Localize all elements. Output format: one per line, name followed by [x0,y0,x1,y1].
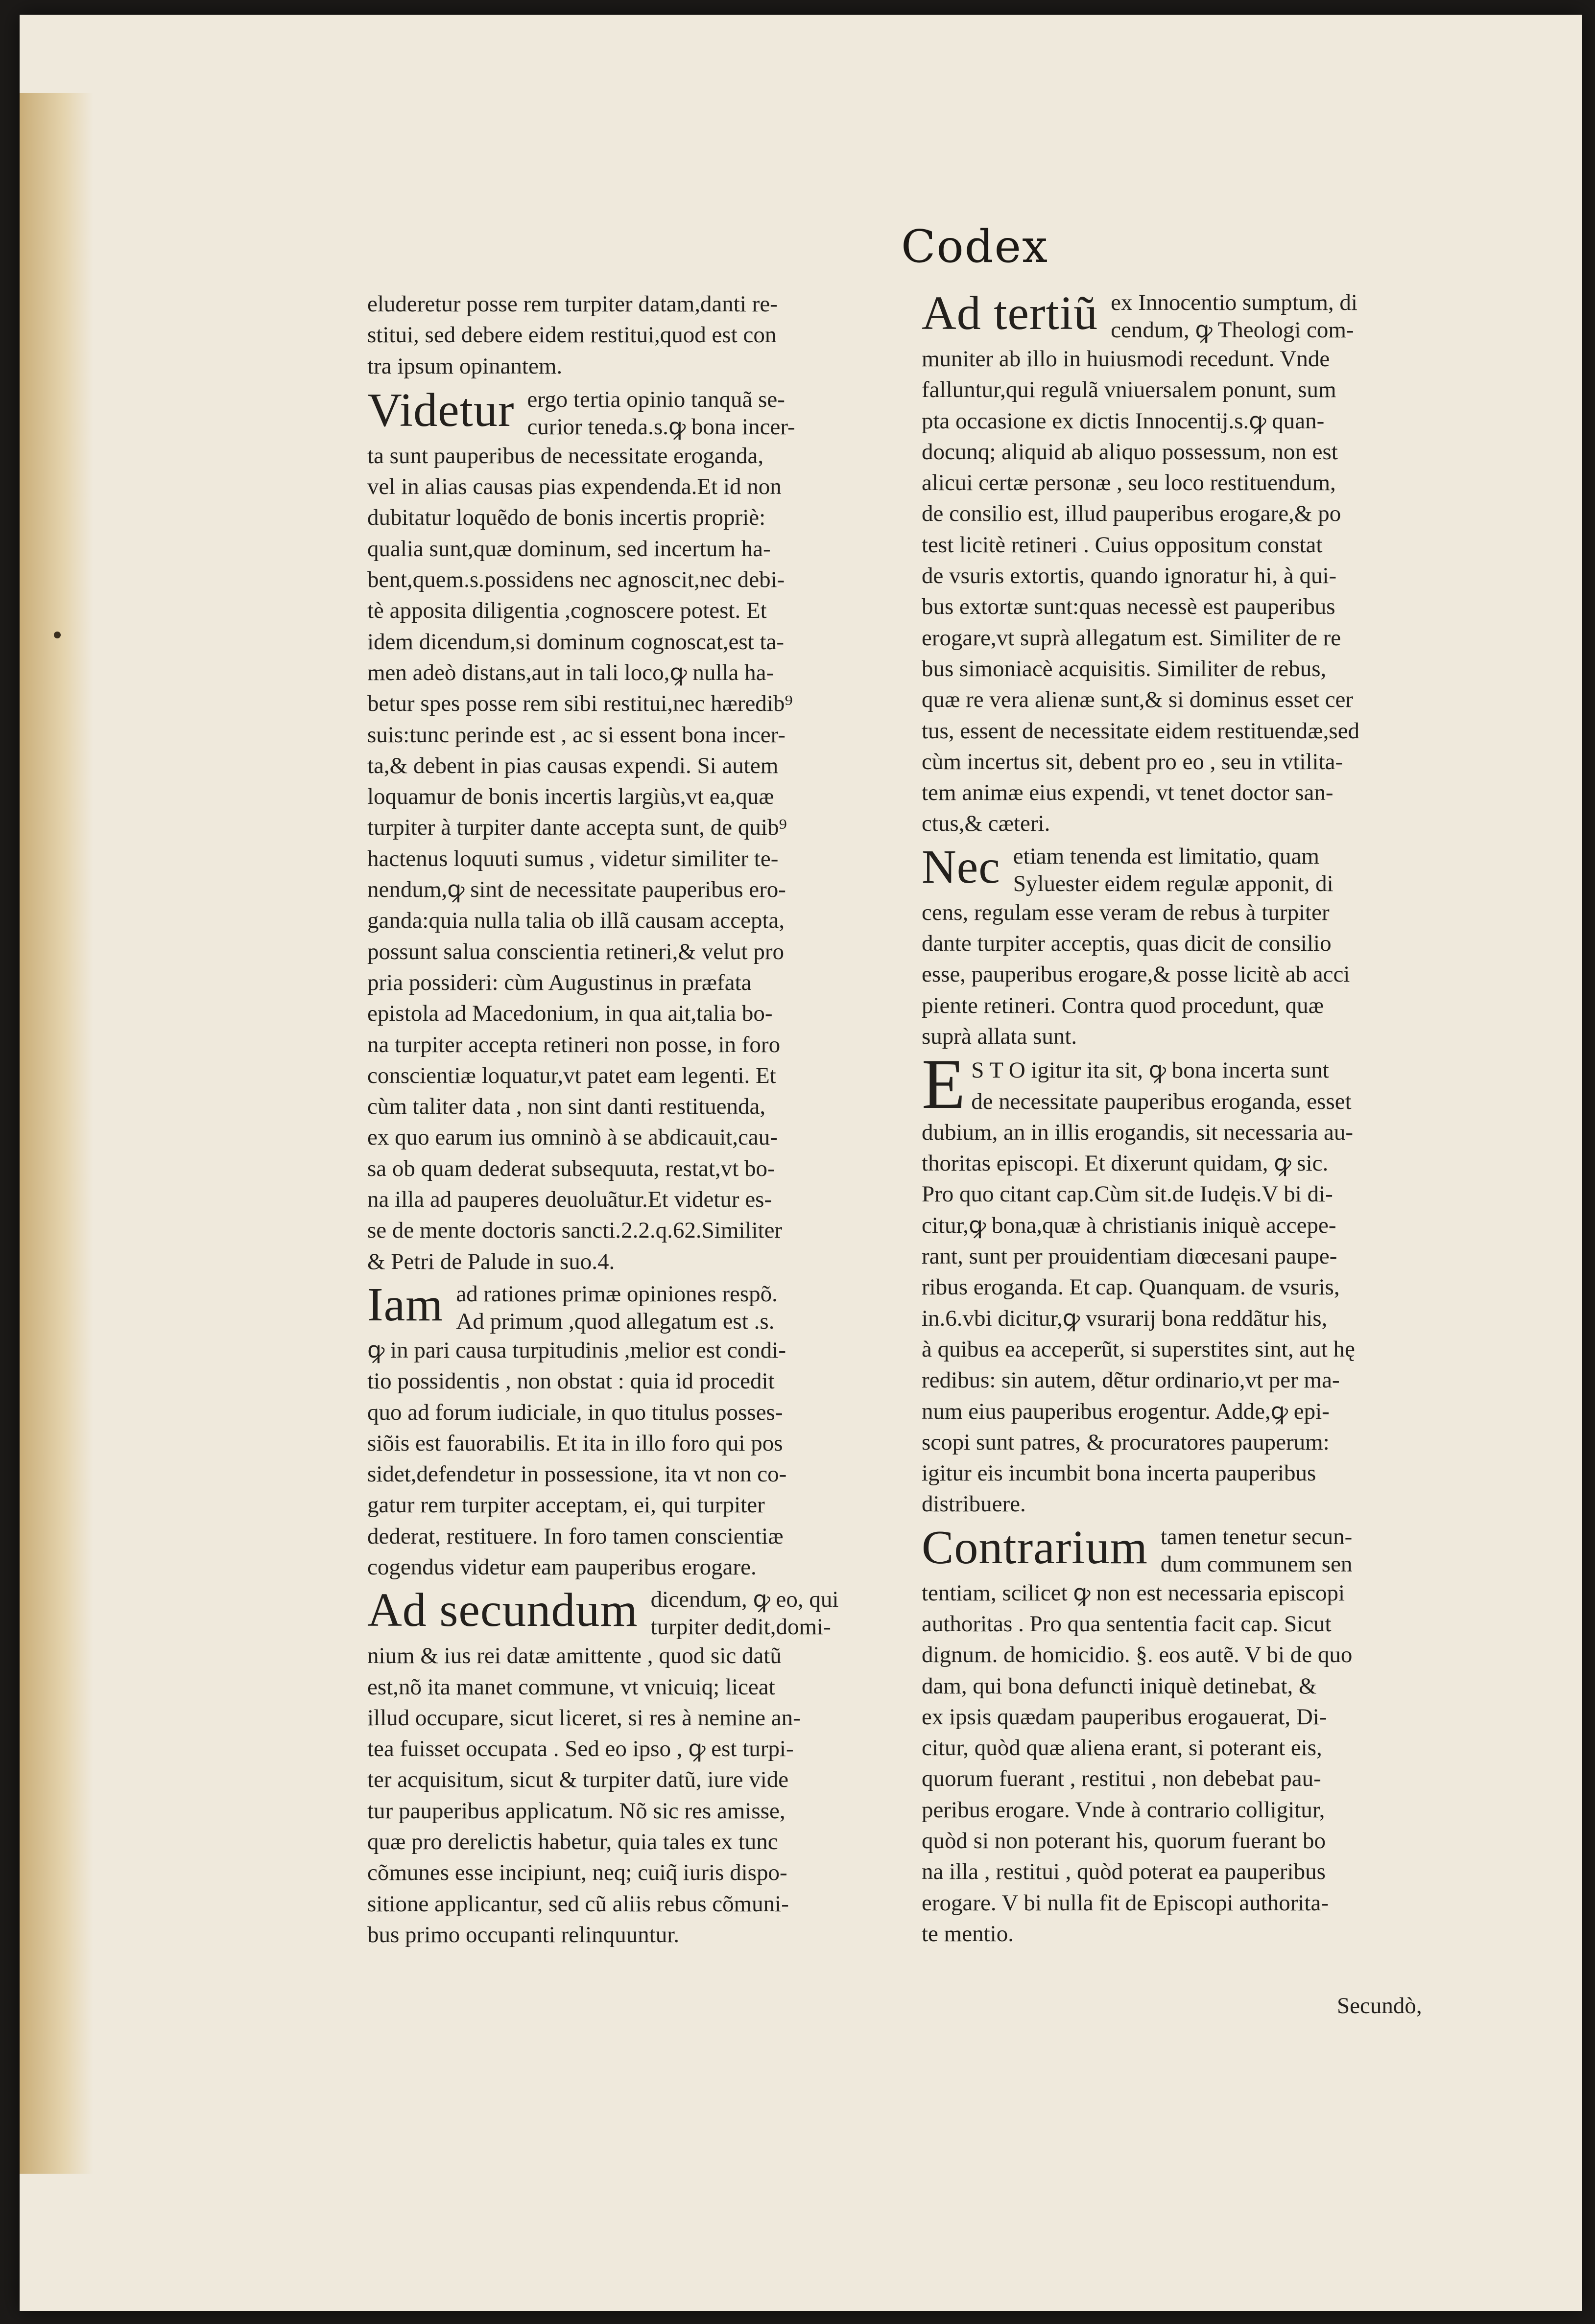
text-line: tem animæ eius expendi, vt tenet doctor san- [922,780,1333,806]
text-line: bus extortæ sunt:quas necessè est pauperibus [922,594,1335,620]
text-line: quæ pro derelictis habetur, quia tales ex tunc [367,1829,778,1855]
section-heading-line [922,289,1465,344]
text-line: epistola ad Macedonium, in qua ait,talia bo- [367,1001,773,1027]
section-heading-word: Iam [367,1278,444,1331]
running-head: Codex [901,220,1049,273]
text-line: citur, quòd quæ aliena erant, si poterant eis, [922,1735,1322,1761]
dropcap-block [922,1044,1465,1124]
text-line: ꝙ in pari causa turpitudinis ,melior est condi- [367,1337,786,1363]
text-line: est,nõ ita manet commune, vt vnicuiq; liceat [367,1674,775,1700]
text-line: na illa ad pauperes deuoluãtur.Et videtur es- [367,1187,772,1213]
section-heading-line [922,840,1465,897]
paragraph-body [367,441,891,1277]
text-line: nendum,ꝙ sint de necessitate pauperibus ero- [367,877,786,903]
drop-cap-letter: E [922,1044,966,1124]
text-line: piente retineri. Contra quod procedunt, quæ [922,992,1324,1018]
text-line: quo ad forum iudiciale, in quo titulus posses- [367,1399,783,1425]
heading-continuation [527,386,795,441]
text-line: tur pauperibus applicatum. Nõ sic res amisse, [367,1798,786,1824]
heading-continuation [456,1280,778,1335]
text-line: igitur eis incumbit bona incerta pauperibus [922,1460,1316,1486]
nec-paragraph [922,840,1465,1052]
text-line: conscientiæ loquatur,vt patet eam legenti. Et [367,1062,776,1088]
text-line: de vsuris extortis, quando ignoratur hi, à qui- [922,563,1337,589]
text-line: sidet,defendetur in possessione, ita vt non co- [367,1461,787,1487]
text-line: alicui certæ personæ , seu loco restituendum, [922,470,1336,496]
text-line: ad rationes primæ opiniones respõ. [456,1281,778,1307]
text-line: pta occasione ex dictis Innocentij.s.ꝙ quan- [922,408,1325,434]
text-line: possunt salua conscientia retineri,& velut pro [367,939,785,964]
text-line: ctus,& cæteri. [922,811,1050,837]
text-line: ergo tertia opinio tanquã se- [527,386,785,412]
text-line: & Petri de Palude in suo.4. [367,1248,615,1274]
text-line: betur spes posse rem sibi restitui,nec hæredib⁹ [367,691,793,717]
heading-continuation [1161,1523,1353,1578]
contrarium-paragraph [922,1523,1465,1950]
text-line: eluderetur posse rem turpiter datam,danti re- [367,291,778,317]
text-line: cendum, ꝙ Theologi com- [1111,317,1354,343]
paragraph-body [922,1578,1465,1950]
text-line: Pro quo citant cap.Cùm sit.de Iudęis.V bi di- [922,1181,1333,1207]
text-line: ribus eroganda. Et cap. Quanquam. de vsuris, [922,1274,1340,1300]
text-line: tea fuisset occupata . Sed eo ipso , ꝙ est turpi- [367,1736,794,1762]
text-line: cùm taliter data , non sint danti restituenda, [367,1094,766,1120]
text-line: authoritas . Pro qua sententia facit cap. Sicut [922,1611,1332,1637]
text-line: bent,quem.s.possidens nec agnoscit,nec debi- [367,567,785,593]
text-line: in.6.vbi dicitur,ꝙ vsurarij bona reddãtur his, [922,1305,1328,1331]
text-line: dam, qui bona defuncti iniquè detinebat, & [922,1673,1317,1699]
text-line: pria possideri: cùm Augustinus in præfata [367,969,752,995]
text-line: thoritas episcopi. Et dixerunt quidam, ꝙ sic. [922,1150,1329,1176]
text-line: à quibus ea acceperũt, si superstites sint, aut hę [922,1336,1355,1362]
text-line: dum communem sen [1160,1551,1353,1577]
paragraph-body [367,1335,891,1583]
text-line: erogare,vt suprà allegatum est. Similiter de re [922,625,1341,651]
text-line: idem dicendum,si dominum cognoscat,est ta- [367,629,785,655]
paragraph-body [367,1641,891,1950]
text-line: vel in alias causas pias expendenda.Et id non [367,474,782,500]
ad-secundum-paragraph [367,1586,891,1950]
book-gutter [20,93,93,2174]
text-line: dubium, an in illis erogandis, sit necessaria au- [922,1119,1354,1145]
left-column [367,289,891,1950]
text-line: ex Innocentio sumptum, di [1111,290,1357,315]
text-line: suis:tunc perinde est , ac si essent bona incer- [367,722,786,748]
text-line: ter acquisitum, sicut & turpiter datũ, iure vide [367,1767,789,1793]
text-line: muniter ab illo in huiusmodi recedunt. Vnde [922,346,1330,372]
text-line: dubitatur loquẽdo de bonis incertis propriè: [367,505,766,531]
paragraph-body [922,897,1465,1052]
text-line: tio possidentis , non obstat : quia id procedit [367,1368,775,1394]
text-line: te mentio. [922,1921,1014,1947]
text-line: cõmunes esse incipiunt, neq; cuiq̃ iuris dispo- [367,1860,787,1886]
text-line: ex ipsis quædam pauperibus erogauerat, Di- [922,1704,1327,1730]
text-line: ganda:quia nulla talia ob illã causam accepta, [367,908,785,934]
text-line: erogare. V bi nulla fit de Episcopi authorita- [922,1890,1329,1916]
section-heading-word: Nec [922,840,1000,893]
text-line: redibus: sin autem, dẽtur ordinario,vt per ma- [922,1367,1340,1393]
paragraph-body [922,344,1465,840]
section-heading-word: Ad tertiũ [922,287,1098,340]
text-line: tus, essent de necessitate eidem restituendæ,sed [922,718,1360,744]
text-line: stitui, sed debere eidem restitui,quod est con [367,322,777,348]
text-line: docunq; aliquid ab aliquo possessum, non est [922,439,1338,465]
text-line: tamen tenetur secun- [1160,1524,1353,1549]
text-line: loquamur de bonis incertis largiùs,vt ea,quæ [367,784,774,810]
text-line: turpiter à turpiter dante accepta sunt, de quib⁹ [367,815,787,841]
section-heading-line [367,383,891,441]
text-line: quòd si non poterant his, quorum fuerant bo [922,1828,1326,1854]
text-line: bus primo occupanti relinquuntur. [367,1922,680,1948]
text-line: men adeò distans,aut in tali loco,ꝙ nulla ha- [367,659,774,685]
dropcap-lines [971,1055,1352,1117]
section-heading-line [922,1523,1465,1578]
text-line: na illa , restitui , quòd poterat ea pauperibus [922,1859,1326,1885]
text-line: bus simoniacè acquisitis. Similiter de rebus, [922,656,1327,681]
right-column [922,289,1465,1949]
text-line: de necessitate pauperibus eroganda, esset [971,1088,1352,1114]
text-line: ta sunt pauperibus de necessitate eroganda, [367,443,764,469]
text-line: S T O igitur ita sit, ꝙ bona incerta sunt [971,1057,1329,1083]
text-line: Ad primum ,quod allegatum est .s. [456,1308,775,1334]
margin-ink-mark [54,632,61,638]
text-line: turpiter dedit,domi- [650,1614,831,1640]
text-line: hactenus loquuti sumus , videtur similiter te- [367,845,779,871]
text-line: sitione applicantur, sed cũ aliis rebus cõmuni- [367,1891,789,1917]
text-line: cens, regulam esse veram de rebus à turpiter [922,899,1330,925]
videtur-paragraph [367,383,891,1277]
text-line: cogendus videtur eam pauperibus erogare. [367,1554,757,1580]
text-line: se de mente doctoris sancti.2.2.q.62.Similiter [367,1218,783,1244]
text-line: distribuere. [922,1491,1026,1517]
text-line: illud occupare, sicut liceret, si res à nemine an- [367,1705,801,1731]
esto-paragraph [922,1044,1465,1520]
text-line: ta,& debent in pias causas expendi. Si autem [367,752,779,778]
text-line: curior teneda.s.ꝙ bona incer- [527,414,795,440]
text-line: siõis est fauorabilis. Et ita in illo foro qui pos [367,1430,783,1456]
paragraph-body [922,1117,1465,1520]
text-line: test licitè retineri . Cuius oppositum constat [922,532,1323,558]
section-heading-word: Ad secundum [367,1584,638,1637]
section-heading-line [367,1586,891,1641]
text-line: dederat, restituere. In foro tamen conscientiæ [367,1523,784,1549]
text-line: suprà allata sunt. [922,1023,1077,1049]
text-line: tentiam, scilicet ꝙ non est necessaria episcopi [922,1580,1345,1606]
text-line: nium & ius rei datæ amittente , quod sic datũ [367,1643,782,1669]
iam-paragraph [367,1280,891,1583]
text-line: falluntur,qui regulã vniuersalem ponunt, sum [922,377,1336,403]
text-line: ex quo earum ius omninò à se abdicauit,cau- [367,1125,778,1150]
section-heading-word: Videtur [367,383,515,437]
text-line: quorum fuerant , restitui , non debebat pau- [922,1766,1321,1792]
text-line: num eius pauperibus erogentur. Adde,ꝙ epi- [922,1398,1330,1424]
text-line: dicendum, ꝙ eo, qui [650,1587,839,1613]
text-line: qualia sunt,quæ dominum, sed incertum ha- [367,536,771,562]
text-line: tra ipsum opinantem. [367,353,563,379]
text-line: de consilio est, illud pauperibus erogare,& po [922,501,1341,527]
text-line: sa ob quam dederat subsequuta, restat,vt bo- [367,1155,775,1181]
text-line: gatur rem turpiter acceptam, ei, qui turpiter [367,1492,765,1518]
page [20,15,1582,2311]
text-line: citur,ꝙ bona,quæ à christianis iniquè accepe- [922,1212,1336,1238]
text-line: dignum. de homicidio. §. eos autẽ. V bi de quo [922,1642,1353,1668]
text-line: rant, sunt per prouidentiam diœcesani paupe- [922,1244,1337,1269]
text-line: na turpiter accepta retineri non posse, in foro [367,1032,781,1057]
intro-paragraph [367,289,891,382]
heading-continuation [1111,289,1357,344]
text-line: etiam tenenda est limitatio, quam [1013,843,1319,869]
ad-tertiu-paragraph [922,289,1465,840]
text-line: dante turpiter acceptis, quas dicit de consilio [922,931,1332,957]
catchword: Secundò, [1337,1993,1422,2019]
heading-continuation [1013,843,1333,897]
text-line: Syluester eidem regulæ apponit, di [1013,870,1333,896]
section-heading-line [367,1280,891,1335]
text-line: esse, pauperibus erogare,& posse licitè ab acci [922,962,1350,987]
text-line: cùm incertus sit, debent pro eo , seu in vtilita- [922,749,1343,775]
text-line: scopi sunt patres, & procuratores pauperum: [922,1429,1330,1455]
heading-continuation [651,1586,839,1641]
text-line: tè apposita diligentia ,cognoscere potest. Et [367,598,767,624]
text-line: peribus erogare. Vnde à contrario colligitur, [922,1797,1325,1823]
text-line: quæ re vera alienæ sunt,& si dominus esset cer [922,687,1354,713]
section-heading-word: Contrarium [922,1521,1148,1574]
